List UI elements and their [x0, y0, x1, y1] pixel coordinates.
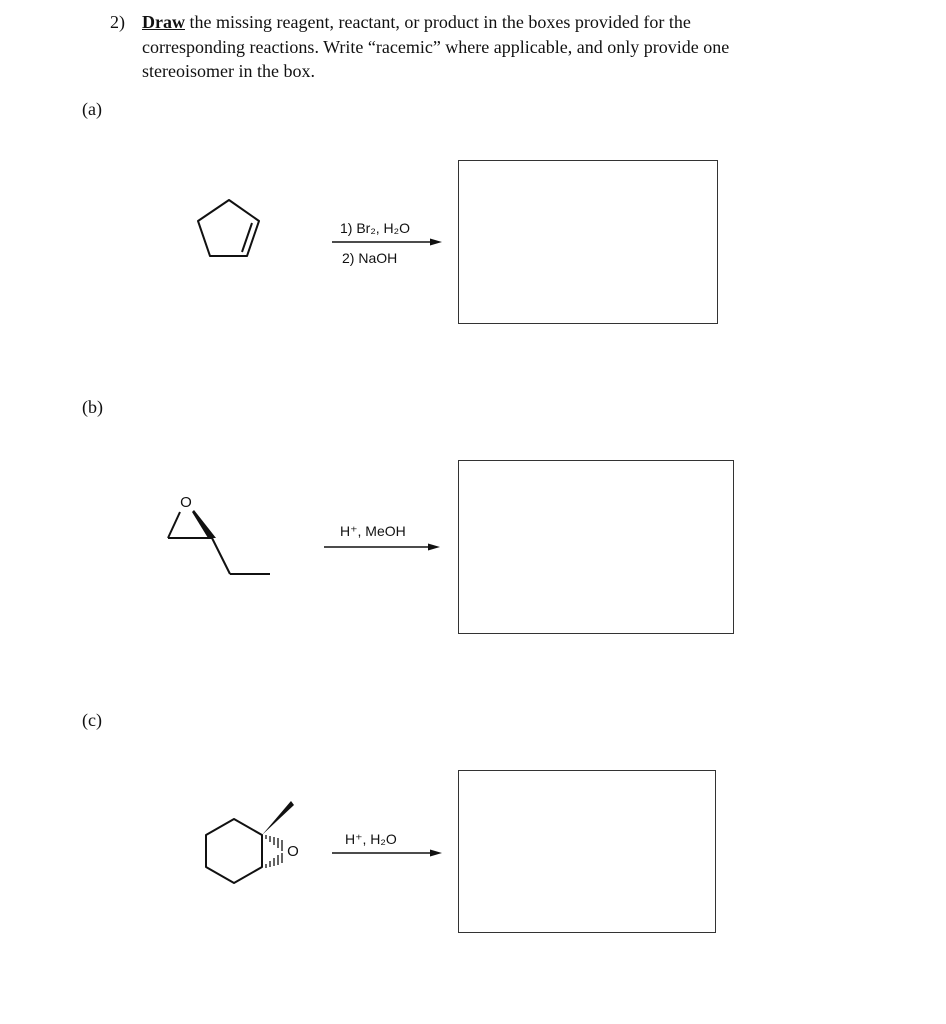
part-c-reagent: H⁺, H₂O [345, 831, 397, 847]
question-text-line2: corresponding reactions. Write “racemic” where applicable, and only provide one [142, 36, 730, 57]
part-c-answer-box[interactable] [458, 770, 716, 933]
cyclopentene-structure [190, 190, 270, 265]
part-a-reagent-step2: 2) NaOH [342, 250, 398, 266]
epoxide-oxygen-label: O [287, 843, 299, 860]
question-number: 2) [110, 12, 125, 32]
methylcyclohexene-oxide-structure [190, 798, 320, 893]
part-b-label: (b) [82, 397, 103, 417]
part-b-reaction-arrow [324, 541, 442, 553]
question-prompt [110, 10, 850, 84]
part-c-reaction-arrow [332, 847, 444, 859]
question-text-line1: the missing reagent, reactant, or product in the boxes provided for the [185, 12, 691, 32]
part-a-reagent-step1: 1) Br₂, H₂O [340, 220, 410, 236]
part-c-label: (c) [82, 710, 102, 730]
part-b-answer-box[interactable] [458, 460, 734, 634]
epoxybutane-structure [160, 490, 280, 580]
part-a-answer-box[interactable] [458, 160, 718, 324]
question-text-line3: stereoisomer in the box. [142, 61, 315, 81]
question-lead-word: Draw [142, 12, 185, 32]
part-a-label: (a) [82, 99, 102, 119]
epoxide-oxygen-label: O [180, 494, 192, 511]
part-a-reaction-arrow [332, 236, 444, 248]
question-text [142, 10, 850, 84]
part-b-reagent: H⁺, MeOH [340, 523, 406, 539]
